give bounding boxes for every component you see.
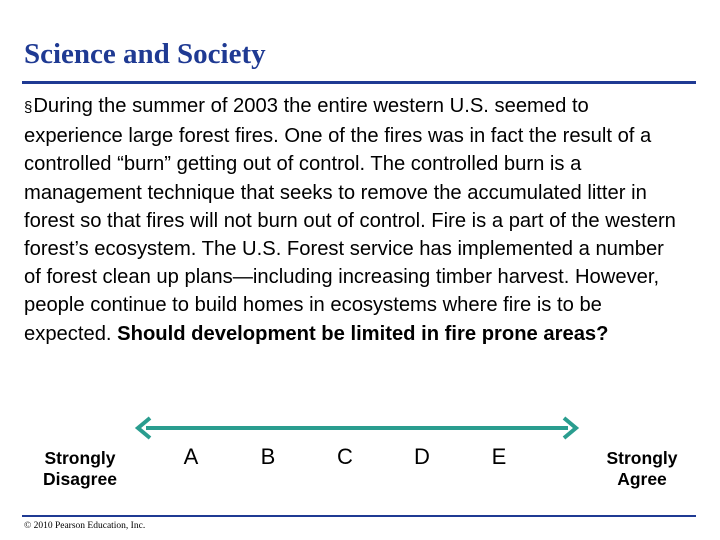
footer-divider	[22, 515, 696, 517]
body-paragraph: During the summer of 2003 the entire western U.S. seemed to experience large forest fires. One of the fires was in fact the result of a controlled “burn” getting out of control. The controlled burn is a management technique that seeks to remove the accumulated litter in forest so that fires will not burn out of control. Fire is a part of the western forest’s ecosystem. The U.S. Forest service has implemented a number of forest clean up plans—including increasing timber harvest. However, people continue to build homes in ecosystems where fire is to be expected.	[24, 95, 676, 345]
scale-option-a[interactable]: A	[183, 444, 199, 469]
scale-label-line: Strongly	[44, 448, 116, 468]
scale-label-line: Agree	[617, 469, 667, 489]
scale-label-line: Disagree	[43, 469, 117, 489]
bullet-icon: §	[24, 99, 33, 116]
scale-label-strongly-disagree	[34, 448, 126, 490]
scale-option-c[interactable]: C	[337, 444, 353, 469]
scale-option-d[interactable]: D	[414, 444, 430, 469]
discussion-question: Should development be limited in fire prone areas?	[117, 322, 609, 345]
double-arrow-icon	[132, 413, 582, 443]
title-divider	[22, 81, 696, 84]
scale-option-e[interactable]: E	[491, 444, 507, 469]
scale-label-line: Strongly	[606, 448, 678, 468]
slide-body	[24, 92, 684, 348]
slide-title: Science and Society	[24, 38, 266, 70]
copyright-notice: © 2010 Pearson Education, Inc.	[24, 521, 146, 531]
scale-option-b[interactable]: B	[260, 444, 276, 469]
scale-label-strongly-agree	[594, 448, 690, 490]
